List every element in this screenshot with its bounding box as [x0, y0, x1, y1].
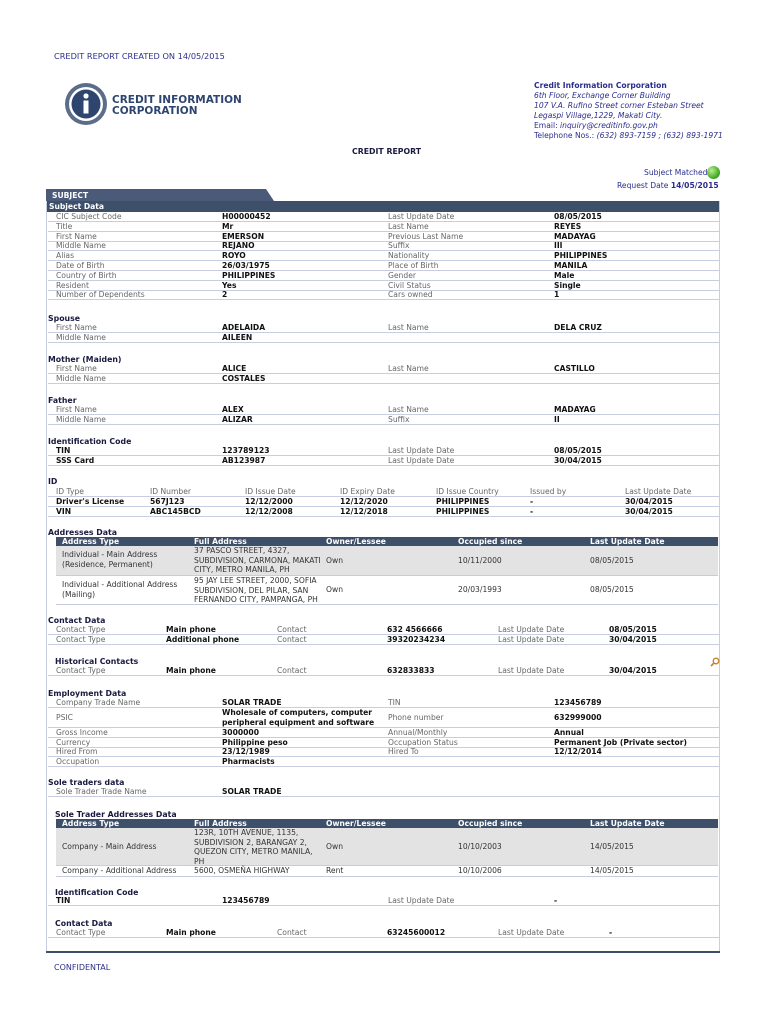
- id-header-cell: ID Type: [56, 487, 84, 496]
- address-owner: Own: [326, 556, 344, 565]
- sole-idcode-l2: Last Update Date: [388, 896, 455, 905]
- subject-matched-label: Subject Matched: [644, 168, 708, 177]
- address-row-rule: [56, 876, 718, 877]
- historical-row-v2: 632833833: [387, 666, 435, 675]
- report-created-date: CREDIT REPORT CREATED ON 14/05/2015: [54, 51, 225, 61]
- address-header-cell: Owner/Lessee: [326, 537, 386, 546]
- subject-tab[interactable]: [46, 189, 274, 201]
- matched-status-icon: [707, 166, 720, 179]
- id-header-cell: ID Issue Date: [245, 487, 296, 496]
- subject-row-v2: PHILIPPINES: [554, 251, 608, 261]
- contact-row-l3: Last Update Date: [498, 634, 565, 644]
- request-date-label: Request Date: [617, 181, 669, 190]
- employment-row-l2: Phone number: [388, 712, 444, 722]
- subject-row-v1: 2: [222, 290, 228, 300]
- id-cell: VIN: [56, 507, 72, 516]
- subject-row-l1: Alias: [56, 251, 75, 261]
- address-header-cell: Occupied since: [458, 819, 523, 828]
- idcode-title: Identification Code: [48, 437, 132, 446]
- address-header-cell: Occupied since: [458, 537, 523, 546]
- employment-row-l2: Occupation Status: [388, 737, 458, 747]
- id-header-cell: Last Update Date: [625, 487, 692, 496]
- phone-label: Telephone Nos.:: [534, 131, 597, 140]
- addresses-title: Addresses Data: [48, 528, 117, 537]
- address-type: Individual - Main Address (Residence, Permanent): [62, 550, 158, 569]
- id-cell: ABC145BCD: [150, 507, 201, 516]
- id-cell: -: [530, 497, 534, 506]
- employment-row-l1: Currency: [56, 737, 91, 747]
- mother-row-v2: CASTILLO: [554, 364, 595, 373]
- employment-row-l1: Occupation: [56, 757, 100, 767]
- address-type: Company - Main Address: [62, 842, 157, 851]
- father-row-v1: ALIZAR: [222, 415, 253, 424]
- idcode-row-l1: SSS Card: [56, 456, 95, 465]
- historical-row-l2: Contact: [277, 666, 307, 675]
- contact-row-v3: 08/05/2015: [609, 625, 657, 634]
- employment-row-l2: Hired To: [388, 747, 419, 757]
- historical-row-v3: 30/04/2015: [609, 666, 657, 675]
- employment-row-v2: Permanent Job (Private sector): [554, 737, 687, 747]
- id-title: ID: [48, 477, 58, 486]
- subject-row-v2: REYES: [554, 221, 582, 231]
- request-date-value: 14/05/2015: [670, 181, 719, 190]
- email-label: Email:: [534, 121, 561, 130]
- subject-row-v2: 1: [554, 290, 560, 300]
- phone-line: [534, 131, 723, 141]
- mother-row-v1: ALICE: [222, 364, 247, 373]
- sole-trader-row: [48, 787, 720, 797]
- subject-row-v1: REJANO: [222, 241, 255, 251]
- employment-row-l1: Company Trade Name: [56, 698, 141, 707]
- subject-row-l2: Civil Status: [388, 280, 431, 290]
- subject-row-v2: MANILA: [554, 261, 588, 270]
- address-header-cell: Last Update Date: [590, 537, 665, 546]
- id-row: [48, 497, 720, 507]
- id-cell: Driver's License: [56, 497, 125, 506]
- address-header-cell: Last Update Date: [590, 819, 665, 828]
- contact-row-l2: Contact: [277, 625, 307, 634]
- address-update: 08/05/2015: [590, 585, 634, 594]
- idcode-row-v2: 30/04/2015: [554, 456, 602, 465]
- employment-row-l2: Annual/Monthly: [388, 727, 448, 737]
- address-row-rule: [56, 604, 718, 605]
- id-cell: 12/12/2008: [245, 507, 293, 516]
- father-row: [48, 405, 720, 415]
- sole-idcode-title: Identification Code: [55, 888, 139, 897]
- idcode-row: [48, 456, 720, 466]
- subject-row-l2: Nationality: [388, 251, 430, 261]
- contact-row-l1: Contact Type: [56, 634, 106, 644]
- logo-line-1: CREDIT INFORMATION: [112, 94, 242, 106]
- subject-row: [48, 271, 720, 281]
- historical-row-l3: Last Update Date: [498, 666, 565, 675]
- subject-row-l2: Suffix: [388, 241, 410, 251]
- email-line: [534, 121, 723, 131]
- left-border: [46, 201, 47, 953]
- id-header-cell: Issued by: [530, 487, 567, 496]
- mother-row-l1: Middle Name: [56, 374, 106, 383]
- phone-numbers: (632) 893-7159 ; (632) 893-1971: [596, 131, 723, 140]
- sole-contact-l3: Last Update Date: [498, 928, 565, 937]
- confidential-footer: CONFIDENTAL: [54, 963, 111, 972]
- company-name: Credit Information Corporation: [534, 81, 667, 90]
- address-since: 10/10/2006: [458, 866, 502, 875]
- employment-row-l1: Gross Income: [56, 727, 108, 737]
- father-row-v2: II: [554, 415, 560, 424]
- mother-row: [48, 374, 720, 384]
- employment-row-l1: Hired From: [56, 747, 98, 757]
- address-header-cell: Address Type: [62, 819, 120, 828]
- spouse-row: [48, 333, 720, 343]
- employment-row-v1: SOLAR TRADE: [222, 698, 282, 707]
- employment-row-l1: PSIC: [56, 712, 73, 722]
- address-update: 14/05/2015: [590, 842, 634, 851]
- mother-row-l1: First Name: [56, 364, 97, 373]
- address-since: 20/03/1993: [458, 585, 502, 594]
- father-row-v1: ALEX: [222, 405, 244, 414]
- subject-row-v2: III: [554, 241, 563, 251]
- sole-addresses-title: Sole Trader Addresses Data: [55, 810, 177, 819]
- address-full: 37 PASCO STREET, 4327, SUBDIVISION, CARMONA, MAKATI CITY, METRO MANILA, PH: [194, 546, 321, 574]
- subject-row-v1: EMERSON: [222, 231, 265, 241]
- right-border: [719, 201, 720, 953]
- address-owner: Rent: [326, 866, 344, 875]
- subject-row: [48, 251, 720, 261]
- contact-row-v3: 30/04/2015: [609, 634, 657, 644]
- spouse-row-v1: AILEEN: [222, 333, 253, 342]
- sole-contact-v2: 63245600012: [387, 928, 446, 937]
- spouse-title: Spouse: [48, 314, 81, 323]
- id-cell: 567J123: [150, 497, 185, 506]
- sole-contact-title: Contact Data: [55, 919, 113, 928]
- employment-row: [48, 708, 720, 728]
- idcode-row-l1: TIN: [56, 446, 71, 455]
- subject-row-l2: Previous Last Name: [388, 231, 464, 241]
- subject-row-v2: Single: [554, 280, 581, 290]
- address-since: 10/11/2000: [458, 556, 502, 565]
- employment-row-v1: Philippine peso: [222, 737, 288, 747]
- subject-row-v1: H00000452: [222, 212, 271, 221]
- spouse-row-v1: ADELAIDA: [222, 323, 266, 332]
- address-owner: Own: [326, 585, 344, 594]
- subject-row-l1: Middle Name: [56, 241, 106, 251]
- id-cell: PHILIPPINES: [436, 497, 490, 506]
- subject-data-bar: [46, 201, 720, 212]
- historical-row-l1: Contact Type: [56, 666, 106, 675]
- historical-row-v1: Main phone: [166, 666, 216, 675]
- logo-icon: [64, 82, 108, 126]
- subject-row-v1: PHILIPPINES: [222, 270, 276, 280]
- address-line-1: 6th Floor, Exchange Corner Building: [534, 91, 671, 100]
- employment-row-l2: TIN: [388, 698, 401, 707]
- employment-row-v1: 23/12/1989: [222, 747, 270, 757]
- subject-row-v1: ROYO: [222, 251, 246, 261]
- address-type: Individual - Additional Address (Mailing): [62, 580, 178, 599]
- idcode-row-l2: Last Update Date: [388, 446, 455, 455]
- address-update: 14/05/2015: [590, 866, 634, 875]
- sole-idcode-v2: -: [554, 896, 558, 905]
- idcode-row-l2: Last Update Date: [388, 456, 455, 465]
- sole-contact-row: [48, 928, 720, 938]
- address-since: 10/10/2003: [458, 842, 502, 851]
- subject-row-l1: First Name: [56, 231, 97, 241]
- addresses-header: [56, 537, 718, 546]
- id-header-cell: ID Issue Country: [436, 487, 499, 496]
- subject-row-v2: MADAYAG: [554, 231, 596, 241]
- address-row-rule: [56, 575, 718, 576]
- employment-row: [48, 738, 720, 748]
- mother-title: Mother (Maiden): [48, 355, 122, 364]
- sole-trader-label: Sole Trader Trade Name: [56, 787, 147, 796]
- sole-contact-v3: -: [609, 928, 613, 937]
- contact-row-l1: Contact Type: [56, 625, 106, 634]
- father-row-l1: First Name: [56, 405, 97, 414]
- sole-contact-v1: Main phone: [166, 928, 216, 937]
- subject-tab-label: SUBJECT: [52, 191, 89, 200]
- subject-row: [48, 222, 720, 232]
- address-line-2: 107 V.A. Rufino Street corner Esteban Street: [534, 101, 704, 110]
- employment-row-v2: Annual: [554, 727, 584, 737]
- subject-row: [48, 232, 720, 242]
- spouse-row: [48, 323, 720, 333]
- subject-row-v2: Male: [554, 270, 575, 280]
- subject-row-l1: Number of Dependents: [56, 290, 145, 300]
- contact-row-v1: Main phone: [166, 625, 216, 634]
- address-full: 95 JAY LEE STREET, 2000, SOFIA SUBDIVISION, DEL PILAR, SAN FERNANDO CITY, PAMPANGA, PH: [194, 576, 318, 604]
- spouse-row-v2: DELA CRUZ: [554, 323, 602, 332]
- contact-row: [48, 635, 720, 645]
- historical-row: [48, 666, 720, 676]
- subject-row: [48, 261, 720, 271]
- address-header-cell: Full Address: [194, 819, 247, 828]
- subject-row-l2: Cars owned: [388, 290, 433, 300]
- sole-addresses-header: [56, 819, 718, 828]
- sole-idcode-row: [48, 896, 720, 906]
- subject-row-l2: Gender: [388, 270, 416, 280]
- father-row: [48, 415, 720, 425]
- subject-row-l2: Place of Birth: [388, 261, 439, 270]
- employment-row-v2: 12/12/2014: [554, 747, 602, 757]
- sole-idcode-l1: TIN: [56, 896, 71, 905]
- sole-contact-l1: Contact Type: [56, 928, 106, 937]
- idcode-row: [48, 446, 720, 456]
- father-row-l2: Last Name: [388, 405, 429, 414]
- idcode-row-v1: AB123987: [222, 456, 266, 465]
- company-address-block: [534, 81, 723, 141]
- address-line-3: Legaspi Village,1229, Makati City.: [534, 111, 663, 120]
- employment-row-v1: 3000000: [222, 727, 259, 737]
- contact-row-v1: Additional phone: [166, 634, 240, 644]
- spouse-row-l2: Last Name: [388, 323, 429, 332]
- contact-row-l3: Last Update Date: [498, 625, 565, 634]
- id-cell: 12/12/2000: [245, 497, 293, 506]
- report-title: CREDIT REPORT: [352, 147, 422, 156]
- historical-title: Historical Contacts: [55, 657, 139, 666]
- sole-trader-value: SOLAR TRADE: [222, 787, 282, 796]
- id-cell: PHILIPPINES: [436, 507, 490, 516]
- employment-row: [48, 757, 720, 767]
- sole-contact-l2: Contact: [277, 928, 307, 937]
- subject-row: [48, 241, 720, 251]
- mother-row-l2: Last Name: [388, 364, 429, 373]
- idcode-row-v2: 08/05/2015: [554, 446, 602, 455]
- employment-row: [48, 698, 720, 708]
- employment-row-v2: 632999000: [554, 712, 602, 722]
- id-cell: 12/12/2020: [340, 497, 388, 506]
- address-header-cell: Owner/Lessee: [326, 819, 386, 828]
- employment-row-v1: Pharmacists: [222, 757, 275, 767]
- subject-row-v1: Mr: [222, 221, 234, 231]
- sole-traders-title: Sole traders data: [48, 778, 125, 787]
- employment-row: [48, 747, 720, 757]
- father-title: Father: [48, 396, 77, 405]
- contact-row-v2: 39320234234: [387, 634, 446, 644]
- address-full: 123R, 10TH AVENUE, 1135, SUBDIVISION 2, BARANGAY 2, QUEZON CITY, METRO MANILA, PH: [194, 828, 313, 866]
- subject-row-l2: Last Update Date: [388, 212, 455, 221]
- subject-row-l1: Date of Birth: [56, 261, 105, 270]
- employment-row-v1: Wholesale of computers, computer peripheral equipment and software: [222, 707, 375, 727]
- request-date: [617, 181, 719, 190]
- contact-title: Contact Data: [48, 616, 106, 625]
- subject-row-l1: Title: [56, 221, 73, 231]
- subject-row-l1: Country of Birth: [56, 270, 117, 280]
- father-row-l1: Middle Name: [56, 415, 106, 424]
- spouse-row-l1: First Name: [56, 323, 97, 332]
- id-cell: 30/04/2015: [625, 507, 673, 516]
- contact-row: [48, 625, 720, 635]
- bottom-bar: [46, 951, 720, 953]
- contact-row-l2: Contact: [277, 634, 307, 644]
- sole-idcode-v1: 123456789: [222, 896, 270, 905]
- id-header-cell: ID Expiry Date: [340, 487, 395, 496]
- address-update: 08/05/2015: [590, 556, 634, 565]
- address-owner: Own: [326, 842, 344, 851]
- father-row-v2: MADAYAG: [554, 405, 596, 414]
- subject-row: [48, 290, 720, 300]
- id-row: [48, 507, 720, 517]
- address-full: 5600, OSMEÑA HIGHWAY: [194, 866, 290, 875]
- logo-line-2: CORPORATION: [112, 105, 198, 117]
- id-cell: 30/04/2015: [625, 497, 673, 506]
- mother-row-v1: COSTALES: [222, 374, 266, 383]
- address-header-cell: Address Type: [62, 537, 120, 546]
- address-type: Company - Additional Address: [62, 866, 177, 875]
- employment-row: [48, 728, 720, 738]
- subject-row-v2: 08/05/2015: [554, 212, 602, 221]
- id-table-header: [48, 487, 720, 497]
- employment-title: Employment Data: [48, 689, 127, 698]
- mother-row: [48, 364, 720, 374]
- id-cell: -: [530, 507, 534, 516]
- subject-row-l2: Last Name: [388, 221, 429, 231]
- contact-row-v2: 632 4566666: [387, 625, 443, 634]
- idcode-row-v1: 123789123: [222, 446, 270, 455]
- id-header-cell: ID Number: [150, 487, 192, 496]
- employment-row-v2: 123456789: [554, 698, 602, 707]
- subject-row-l1: CIC Subject Code: [56, 212, 122, 221]
- father-row-l2: Suffix: [388, 415, 410, 424]
- logo-text: [112, 95, 242, 117]
- subject-row: [48, 212, 720, 222]
- subject-data-title: Subject Data: [49, 202, 105, 211]
- email-link[interactable]: inquiry@creditinfo.gov.ph: [560, 121, 658, 130]
- id-cell: 12/12/2018: [340, 507, 388, 516]
- subject-row: [48, 281, 720, 291]
- subject-row-v1: Yes: [222, 280, 237, 290]
- subject-row-l1: Resident: [56, 280, 89, 290]
- subject-row-v1: 26/03/1975: [222, 261, 270, 270]
- spouse-row-l1: Middle Name: [56, 333, 106, 342]
- address-header-cell: Full Address: [194, 537, 247, 546]
